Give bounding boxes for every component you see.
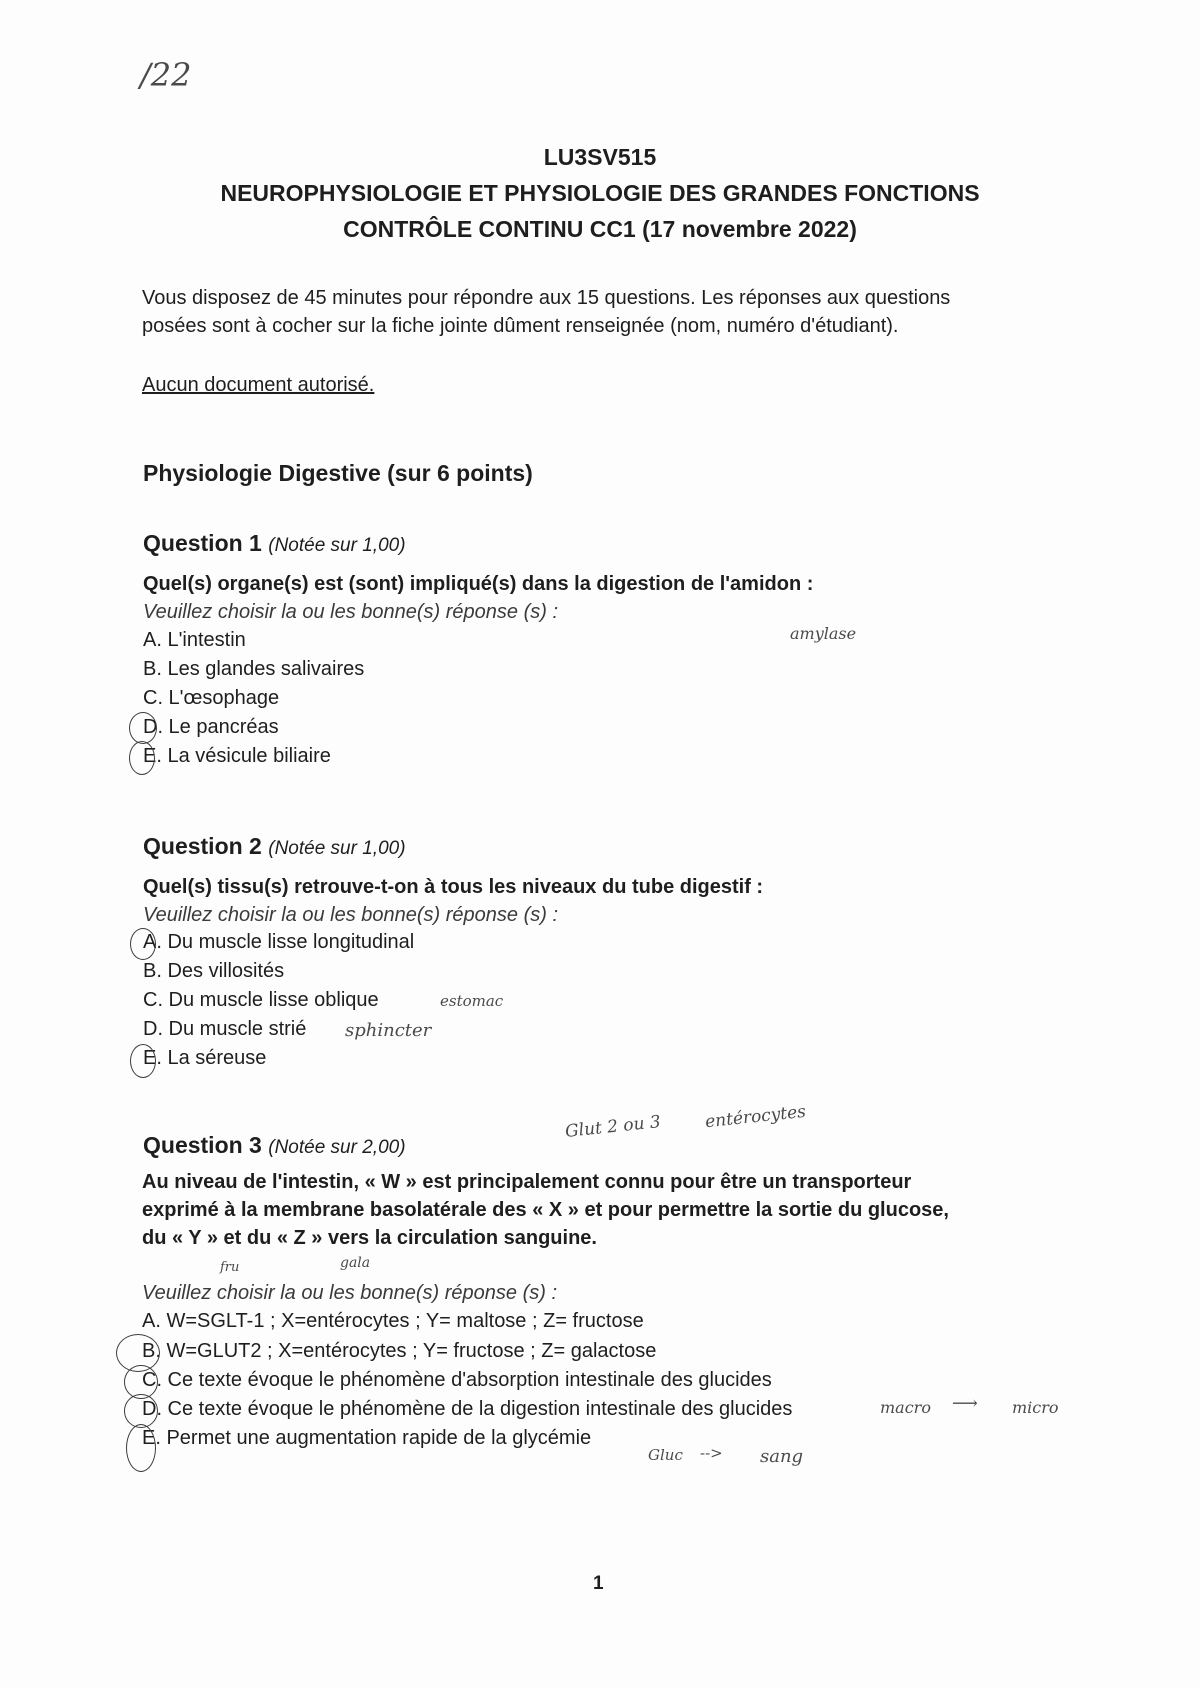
question-3-option-a: A. W=SGLT-1 ; X=entérocytes ; Y= maltose ; Z= fructose — [142, 1310, 644, 1332]
question-1-prompt: Quel(s) organe(s) est (sont) impliqué(s) dans la digestion de l'amidon : — [143, 573, 814, 595]
question-1-label: Question 1 — [143, 530, 262, 556]
question-2-title — [143, 833, 406, 860]
no-documents-notice: Aucun document autorisé. — [142, 374, 375, 396]
question-1-option-e: E. La vésicule biliaire — [143, 745, 331, 767]
question-3-title — [143, 1132, 406, 1159]
handwritten-score: /22 — [140, 56, 192, 94]
question-2-option-c: C. Du muscle lisse oblique — [143, 989, 379, 1011]
answer-circle-q3-e — [126, 1424, 156, 1472]
question-3-text — [142, 1168, 1052, 1252]
question-1-note: (Notée sur 1,00) — [268, 535, 406, 556]
annotation-enterocytes: entérocytes — [704, 1101, 807, 1133]
course-code: LU3SV515 — [543, 144, 657, 170]
question-3-line-3: du « Y » et du « Z » vers la circulation sanguine. — [142, 1227, 597, 1249]
answer-circle-q3-d — [124, 1394, 158, 1428]
question-3-option-d: D. Ce texte évoque le phénomène de la digestion intestinale des glucides — [142, 1398, 793, 1420]
answer-circle-q1-d — [129, 712, 157, 744]
question-3-line-2: exprimé à la membrane basolatérale des « X » et pour permettre la sortie du glucose, — [142, 1199, 949, 1221]
answer-circle-q2-a — [130, 928, 156, 960]
annotation-fru: fru — [220, 1260, 240, 1275]
annotation-micro: micro — [1012, 1398, 1059, 1417]
question-1-title — [143, 530, 406, 557]
annotation-estomac: estomac — [440, 992, 504, 1010]
annotation-gala: gala — [340, 1255, 371, 1271]
section-title: Physiologie Digestive (sur 6 points) — [143, 460, 533, 486]
annotation-glut: Glut 2 ou 3 — [564, 1112, 662, 1142]
intro-line-1: Vous disposez de 45 minutes pour répondre aux 15 questions. Les réponses aux questions — [142, 287, 951, 309]
question-3-instruction: Veuillez choisir la ou les bonne(s) réponse (s) : — [142, 1282, 558, 1304]
question-3-note: (Notée sur 2,00) — [268, 1137, 406, 1158]
question-1-option-c: C. L'œsophage — [143, 687, 280, 709]
page-number: 1 — [593, 1573, 604, 1594]
question-2-option-a: A. Du muscle lisse longitudinal — [143, 931, 415, 953]
question-2-option-b: B. Des villosités — [143, 960, 285, 982]
question-1-option-a: A. L'intestin — [143, 629, 246, 651]
annotation-macro: macro — [880, 1398, 931, 1417]
question-2-label: Question 2 — [143, 833, 262, 859]
answer-circle-q2-e — [130, 1044, 156, 1078]
question-3-option-b: B. W=GLUT2 ; X=entérocytes ; Y= fructose ; Z= galactose — [142, 1340, 657, 1362]
question-2-prompt: Quel(s) tissu(s) retrouve-t-on à tous les niveaux du tube digestif : — [143, 876, 764, 898]
question-3-option-e: E. Permet une augmentation rapide de la glycémie — [142, 1427, 592, 1449]
question-2-instruction: Veuillez choisir la ou les bonne(s) réponse (s) : — [143, 904, 559, 926]
annotation-sphincter: sphincter — [345, 1020, 432, 1041]
question-3-option-c: C. Ce texte évoque le phénomène d'absorption intestinale des glucides — [142, 1369, 772, 1391]
exam-subtitle: CONTRÔLE CONTINU CC1 (17 novembre 2022) — [343, 216, 857, 242]
answer-circle-q1-e — [129, 741, 155, 775]
intro-line-2: posées sont à cocher sur la fiche jointe dûment renseignée (nom, numéro d'étudiant). — [142, 315, 899, 337]
question-3-line-1: Au niveau de l'intestin, « W » est principalement connu pour être un transporteur — [142, 1171, 912, 1193]
arrow-icon: --> — [700, 1444, 723, 1462]
annotation-gluc: Gluc — [648, 1446, 683, 1464]
question-1-option-d: D. Le pancréas — [143, 716, 279, 738]
annotation-sang: sang — [760, 1446, 804, 1467]
annotation-amylase: amylase — [790, 624, 857, 643]
question-2-option-d: D. Du muscle strié — [143, 1018, 307, 1040]
question-1-instruction: Veuillez choisir la ou les bonne(s) réponse (s) : — [143, 601, 559, 623]
question-3-label: Question 3 — [143, 1132, 262, 1158]
question-1-option-b: B. Les glandes salivaires — [143, 658, 365, 680]
question-2-note: (Notée sur 1,00) — [268, 838, 406, 859]
arrow-icon: ⟶ — [952, 1393, 978, 1414]
course-title: NEUROPHYSIOLOGIE ET PHYSIOLOGIE DES GRANDES FONCTIONS — [220, 180, 980, 206]
question-2-option-e: E. La séreuse — [143, 1047, 267, 1069]
